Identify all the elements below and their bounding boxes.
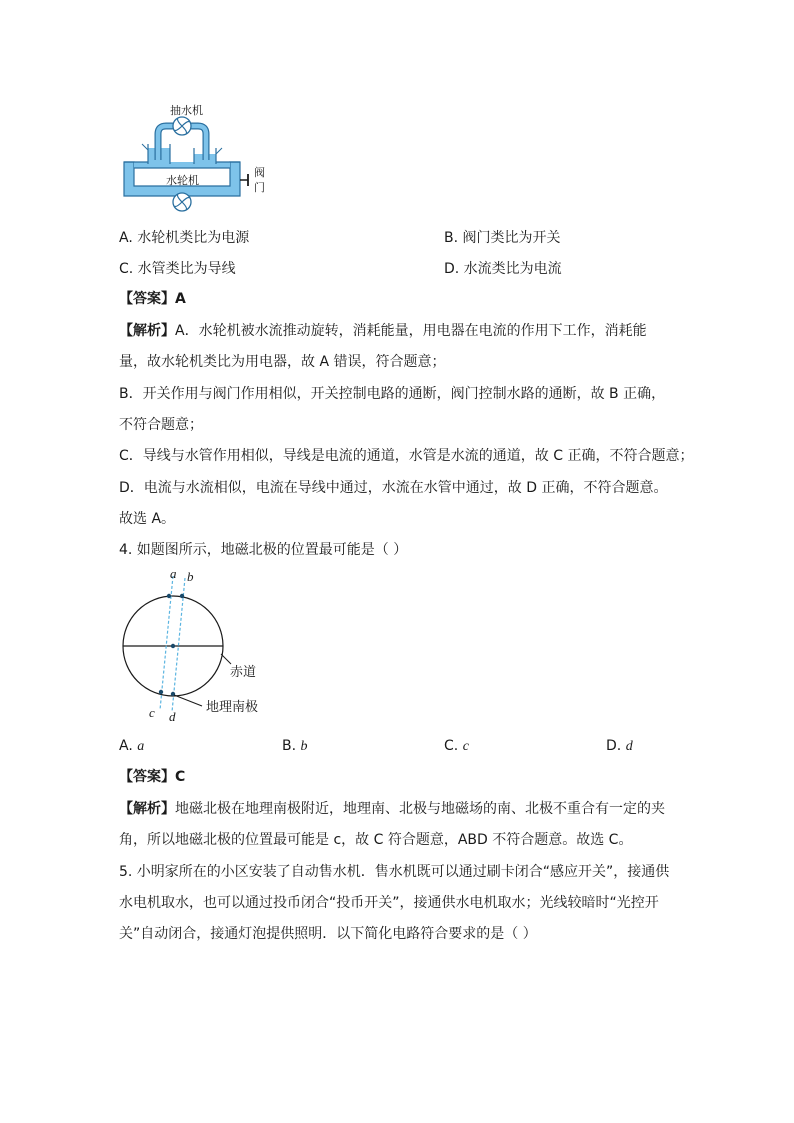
q4-option-c-prefix: C. [444, 738, 463, 754]
pump-icon [173, 117, 191, 135]
water-circuit-figure [118, 98, 278, 216]
q4-analysis-text-1: 地磁北极在地理南极附近，地理南、北极与地磁场的南、北极不重合有一定的夹 [175, 801, 665, 817]
q4-option-c-value: c [462, 739, 469, 754]
south-pole-label: 地理南极 [206, 700, 259, 715]
q4-option-d-value: d [625, 739, 633, 754]
valve-icon [240, 174, 248, 186]
q3-answer: 【答案】A [119, 291, 186, 307]
q4-option-b [282, 736, 308, 757]
q3-analysis-line-7: 故选 A。 [119, 511, 176, 527]
q5-stem-line-2: 水电机取水，也可以通过投币闭合“投币开关”，接通供水电机取水；光线较暗时“光控开 [119, 895, 659, 911]
q4-option-b-prefix: B. [282, 738, 301, 754]
valve-label-1: 阀 [254, 166, 265, 179]
q4-stem: 4. 如题图所示，地磁北极的位置最可能是（ ） [119, 542, 408, 558]
q4-option-a-prefix: A. [119, 738, 138, 754]
q4-option-a [119, 736, 144, 757]
point-b [180, 594, 184, 598]
valve-label-2: 门 [254, 181, 265, 194]
q4-option-d-prefix: D. [606, 738, 626, 754]
q3-analysis-line-5: C．导线与水管作用相似，导线是电流的通道，水管是水流的通道，故 C 正确，不符合题意； [119, 448, 694, 464]
q3-analysis-text-1: A．水轮机被水流推动旋转，消耗能量，用电器在电流的作用下工作，消耗能 [175, 323, 647, 339]
q4-analysis-line-2: 角，所以地磁北极的位置最可能是 c，故 C 符合题意，ABD 不符合题意。故选 C。 [119, 832, 633, 848]
label-c: c [149, 705, 155, 720]
point-a [167, 594, 171, 598]
q3-option-b: B. 阀门类比为开关 [444, 230, 561, 246]
pipe-loop [122, 126, 242, 198]
q3-analysis-line-4: 不符合题意； [119, 417, 203, 433]
q4-analysis-head: 【解析】 [119, 801, 175, 817]
label-b: b [187, 569, 194, 584]
turbine-label: 水轮机 [166, 174, 199, 187]
turbine-icon [173, 193, 191, 211]
q3-analysis-line-6: D．电流与水流相似，电流在导线中通过，水流在水管中通过，故 D 正确，不符合题意。 [119, 480, 668, 496]
label-a: a [170, 566, 177, 581]
q5-stem-line-3: 关”自动闭合，接通灯泡提供照明．以下简化电路符合要求的是（ ） [119, 926, 537, 942]
q3-analysis-line-2: 量，故水轮机类比为用电器，故 A 错误，符合题意； [119, 354, 446, 370]
q3-option-c: C. 水管类比为导线 [119, 261, 236, 277]
q4-option-b-value: b [300, 739, 308, 754]
q3-option-a: A. 水轮机类比为电源 [119, 230, 250, 246]
q4-option-c [444, 736, 469, 757]
q3-analysis-head: 【解析】 [119, 323, 175, 339]
q3-analysis-line-3: B．开关作用与阀门作用相似，开关控制电路的通断，阀门控制水路的通断，故 B 正确， [119, 386, 666, 402]
q4-option-a-value: a [137, 739, 145, 754]
point-center [171, 644, 175, 648]
earth-magnetic-figure [116, 564, 276, 724]
point-c [159, 690, 163, 694]
q3-analysis-line-1 [119, 321, 647, 341]
equator-leader [221, 654, 231, 664]
q5-stem-line-1: 5. 小明家所在的小区安装了自动售水机．售水机既可以通过刷卡闭合“感应开关”，接通供 [119, 864, 670, 880]
q4-analysis-line-1 [119, 799, 665, 819]
q4-option-d [606, 736, 633, 757]
q3-option-d: D. 水流类比为电流 [444, 261, 562, 277]
label-d: d [169, 709, 176, 724]
q4-answer: 【答案】C [119, 769, 186, 785]
south-pole-leader [174, 695, 202, 706]
equator-label: 赤道 [230, 665, 257, 680]
pump-label: 抽水机 [170, 104, 203, 117]
